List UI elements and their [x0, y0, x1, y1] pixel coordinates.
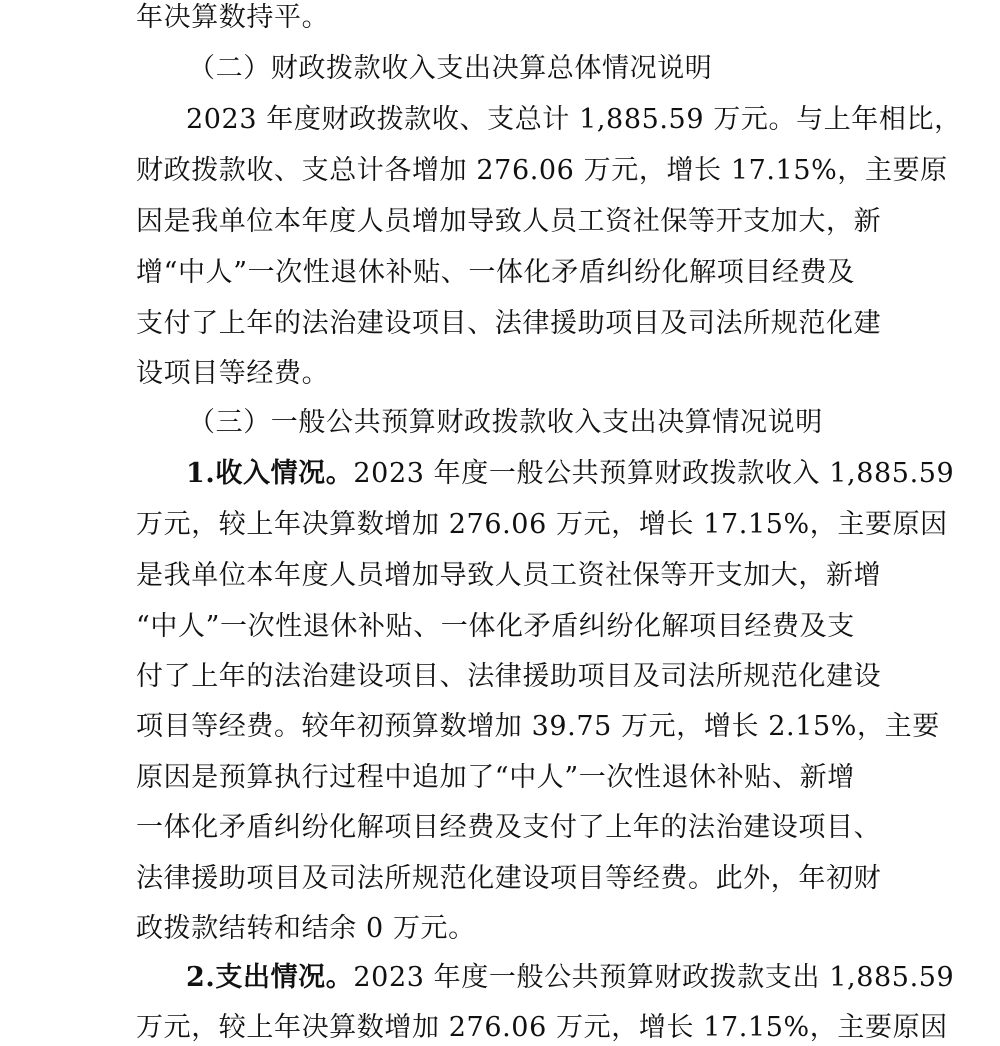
- paragraph-line: [136, 609, 1000, 645]
- line-text: “中人”一次性退休补贴、一体化矛盾纠纷化解项目经费及支: [136, 611, 855, 642]
- line-text: 支付了上年的法治建设项目、法律援助项目及司法所规范化建: [136, 308, 882, 339]
- paragraph-line: [136, 760, 1000, 796]
- line-text: 因是我单位本年度人员增加导致人员工资社保等开支加大，新: [136, 206, 882, 237]
- line-text: 项目等经费。较年初预算数增加 39.75 万元，增长 2.15%，主要: [136, 711, 940, 742]
- paragraph-line: [136, 204, 1000, 240]
- paragraph-line: [136, 558, 1000, 594]
- line-text: 2023 年度一般公共预算财政拨款支出 1,885.59: [353, 962, 955, 993]
- paragraph-line: [136, 659, 1000, 695]
- line-text: 2023 年度一般公共预算财政拨款收入 1,885.59: [353, 458, 955, 489]
- paragraph-line: [136, 153, 1000, 189]
- line-text: 万元，较上年决算数增加 276.06 万元，增长 17.15%，主要原因: [136, 509, 948, 540]
- paragraph-line: [136, 911, 1000, 947]
- line-text: 设项目等经费。: [136, 358, 330, 389]
- paragraph-line: [136, 709, 1000, 745]
- line-text: 财政拨款收、支总计各增加 276.06 万元，增长 17.15%，主要原: [136, 155, 948, 186]
- line-text: 是我单位本年度人员增加导致人员工资社保等开支加大，新增: [136, 560, 882, 591]
- section-heading: [188, 51, 1000, 87]
- paragraph-line: [136, 306, 1000, 342]
- section-heading: [188, 405, 1000, 441]
- paragraph-line: [186, 456, 1000, 492]
- heading-text: （二）财政拨款收入支出决算总体情况说明: [188, 53, 713, 84]
- line-text: 2023 年度财政拨款收、支总计 1,885.59 万元。与上年相比，: [186, 104, 962, 135]
- paragraph-line: [186, 102, 1000, 138]
- paragraph-line: [136, 255, 1000, 291]
- paragraph-line: [136, 810, 1000, 846]
- lead-label: 1.收入情况。: [186, 458, 354, 489]
- heading-text: （三）一般公共预算财政拨款收入支出决算情况说明: [188, 407, 823, 438]
- line-text: 增“中人”一次性退休补贴、一体化矛盾纠纷化解项目经费及: [136, 257, 855, 288]
- paragraph-line: [136, 356, 1000, 392]
- line-text: 付了上年的法治建设项目、法律援助项目及司法所规范化建设: [136, 661, 882, 692]
- line-text: 年决算数持平。: [136, 2, 330, 33]
- paragraph-line: [136, 1010, 1000, 1046]
- line-text: 政拨款结转和结余 0 万元。: [136, 913, 476, 944]
- line-text: 一体化矛盾纠纷化解项目经费及支付了上年的法治建设项目、: [136, 812, 882, 843]
- line-text: 万元，较上年决算数增加 276.06 万元，增长 17.15%，主要原因: [136, 1012, 948, 1043]
- paragraph-line: [186, 960, 1000, 996]
- line-text: 原因是预算执行过程中追加了“中人”一次性退休补贴、新增: [136, 762, 855, 793]
- line-text: 法律援助项目及司法所规范化建设项目等经费。此外，年初财: [136, 863, 882, 894]
- lead-label: 2.支出情况。: [186, 962, 354, 993]
- paragraph-line: [136, 0, 1000, 36]
- paragraph-line: [136, 861, 1000, 897]
- paragraph-line: [136, 507, 1000, 543]
